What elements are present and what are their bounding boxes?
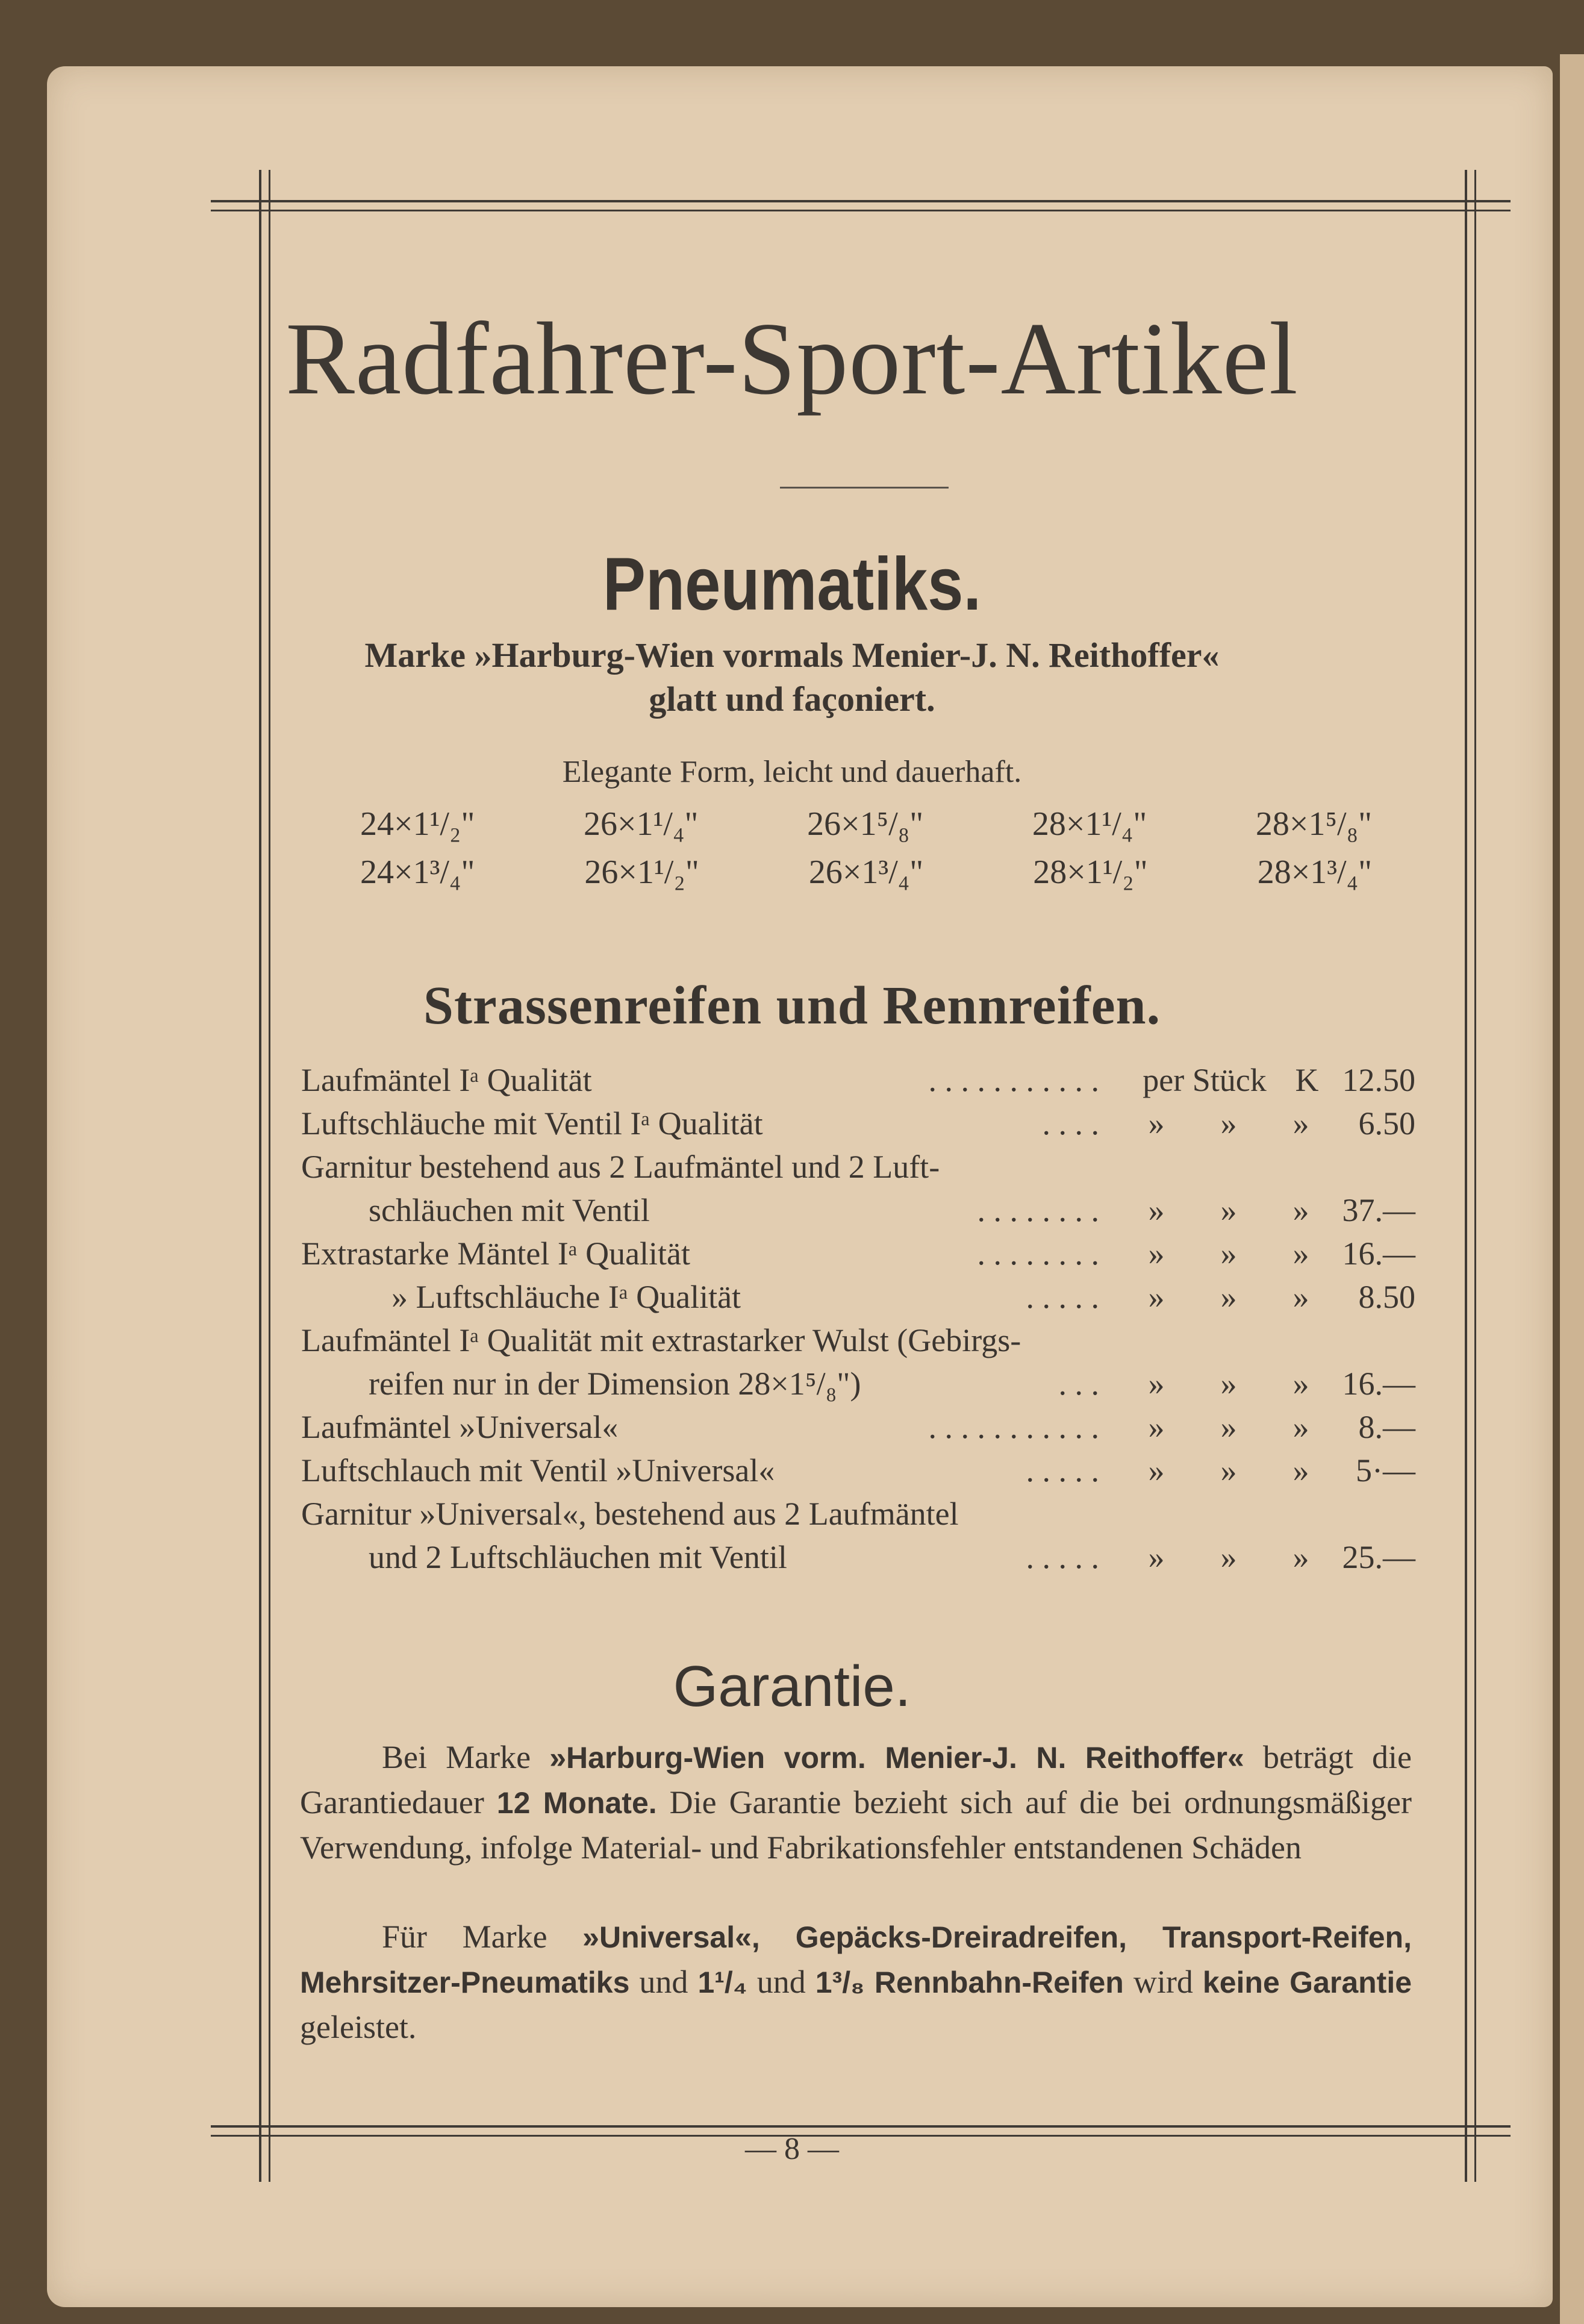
leader-dots: . . . . . — [1026, 1279, 1099, 1315]
price-row — [301, 1148, 1421, 1192]
garantie-paragraph-1 — [300, 1735, 1412, 1870]
ditto-mark: » — [1148, 1192, 1165, 1228]
price-list — [301, 1061, 1421, 1582]
ditto-mark: » — [1220, 1366, 1237, 1402]
size-item: 26×1¹/₂" — [584, 854, 699, 891]
title-separator — [780, 487, 949, 489]
garantie-heading: Garantie. — [673, 1654, 911, 1719]
price-row — [301, 1235, 1421, 1278]
leader-dots: . . . . . . . . — [977, 1192, 1099, 1228]
pneumatiks-tagline: Elegante Form, leicht und dauerhaft. — [562, 755, 1022, 789]
ditto-mark: » — [1292, 1409, 1309, 1445]
garantie-text: und — [629, 1964, 698, 2000]
size-item: 26×1⁵/₈" — [807, 805, 924, 843]
size-item: 28×1³/₄" — [1257, 854, 1372, 891]
pneumatiks-heading: Pneumatiks. — [602, 543, 982, 626]
size-item: 26×1³/₄" — [808, 854, 924, 891]
ditto-mark: » — [1148, 1105, 1165, 1142]
price-value: 6.50 — [1358, 1105, 1415, 1142]
price-row — [301, 1538, 1421, 1582]
price-row — [301, 1452, 1421, 1495]
price-description: Luftschlauch mit Ventil »Universal« — [301, 1452, 775, 1488]
ditto-mark: » — [1292, 1279, 1309, 1315]
price-description: Extrastarke Mäntel Iᵃ Qualität — [301, 1235, 691, 1272]
leader-dots: . . . . . — [1026, 1539, 1099, 1575]
price-row — [301, 1495, 1421, 1538]
price-value: 8.— — [1358, 1409, 1415, 1445]
price-description: Garnitur »Universal«, bestehend aus 2 Laufmäntel — [301, 1496, 959, 1532]
price-value: 12.50 — [1342, 1062, 1415, 1098]
leader-dots: . . . — [1058, 1366, 1099, 1402]
price-row — [301, 1192, 1421, 1235]
garantie-keine: keine Garantie — [1202, 1966, 1412, 1999]
garantie-text: und — [747, 1964, 815, 2000]
frame-right-line-outer — [1465, 170, 1467, 2182]
brand-line-1: Marke »Harburg-Wien vormals Menier-J. N. Reithoffer« — [364, 636, 1220, 675]
ditto-mark: » — [1148, 1235, 1165, 1272]
price-value: 16.— — [1342, 1366, 1415, 1402]
garantie-products: »Universal«, Gepäcks-Dreiradreifen, Transport-Reifen, Mehrsitzer-Pneumatiks — [300, 1920, 1412, 1999]
price-row — [301, 1365, 1421, 1408]
garantie-paragraph-2 — [300, 1914, 1412, 2049]
pneumatiks-brand — [0, 634, 1584, 721]
garantie-text: Die Garantie bezieht sich auf die bei ordnungsmäßiger Verwendung, infolge Material- und Fabrikationsfehler entstandenen Schäden — [300, 1784, 1412, 1866]
ditto-mark: » — [1292, 1366, 1309, 1402]
size-item: 28×1¹/₂" — [1033, 854, 1148, 891]
garantie-text: Für Marke — [382, 1919, 583, 1955]
frame-top-line-outer — [211, 200, 1511, 202]
price-row — [301, 1061, 1421, 1105]
size-item: 24×1¹/₂" — [360, 805, 475, 843]
ditto-mark: » — [1220, 1409, 1237, 1445]
size-item: 28×1⁵/₈" — [1255, 805, 1372, 843]
size-row-1 — [360, 805, 1372, 843]
price-description: Garnitur bestehend aus 2 Laufmäntel und 2 Luft- — [301, 1149, 940, 1185]
currency-label: K — [1295, 1062, 1319, 1098]
ditto-mark: » — [1148, 1539, 1165, 1575]
garantie-duration: 12 Monate. — [496, 1786, 657, 1820]
ditto-mark: » — [1220, 1452, 1237, 1488]
size-item: 24×1³/₄" — [360, 854, 475, 891]
garantie-rennbahn: 1³/₈ Rennbahn-Reifen — [815, 1966, 1124, 1999]
brand-line-2: glatt und façoniert. — [649, 679, 935, 719]
garantie-text: geleistet. — [300, 2009, 417, 2045]
price-value: 25.— — [1342, 1539, 1415, 1575]
price-description: schläuchen mit Ventil — [369, 1192, 650, 1228]
garantie-size: 1¹/₄ — [697, 1966, 747, 1999]
page-title: Radfahrer-Sport-Artikel — [285, 302, 1299, 416]
price-row — [301, 1105, 1421, 1148]
price-description: Laufmäntel Iᵃ Qualität — [301, 1062, 592, 1098]
garantie-text: Bei Marke — [382, 1739, 550, 1775]
ditto-mark: » — [1292, 1192, 1309, 1228]
size-item: 28×1¹/₄" — [1032, 805, 1147, 843]
page-number: — 8 — — [745, 2132, 839, 2166]
ditto-mark: » — [1292, 1539, 1309, 1575]
price-row — [301, 1278, 1421, 1322]
leader-dots: . . . . . . . . . . . — [928, 1062, 1099, 1098]
ditto-mark: » — [1220, 1192, 1237, 1228]
frame-right-line-inner — [1474, 170, 1476, 2182]
reifen-heading: Strassenreifen und Rennreifen. — [423, 976, 1161, 1035]
ditto-mark: » — [1220, 1539, 1237, 1575]
price-description: reifen nur in der Dimension 28×1⁵/₈") — [369, 1366, 861, 1402]
price-description: » Luftschläuche Iᵃ Qualität — [391, 1279, 741, 1315]
leader-dots: . . . . . . . . — [977, 1235, 1099, 1272]
ditto-mark: » — [1148, 1409, 1165, 1445]
price-description: Laufmäntel Iᵃ Qualität mit extrastarker Wulst (Gebirgs- — [301, 1322, 1021, 1358]
price-description: und 2 Luftschläuchen mit Ventil — [369, 1539, 787, 1575]
frame-bottom-line-outer — [211, 2125, 1511, 2128]
garantie-text: wird — [1123, 1964, 1203, 2000]
size-item: 26×1¹/₄" — [584, 805, 699, 843]
price-value: 5·— — [1356, 1452, 1415, 1488]
ditto-mark: » — [1148, 1452, 1165, 1488]
price-value: 16.— — [1342, 1235, 1415, 1272]
unit-label: per Stück — [1143, 1062, 1267, 1098]
ditto-mark: » — [1220, 1235, 1237, 1272]
frame-left-line-inner — [269, 170, 270, 2182]
ditto-mark: » — [1220, 1279, 1237, 1315]
ditto-mark: » — [1220, 1105, 1237, 1142]
price-value: 37.— — [1342, 1192, 1415, 1228]
ditto-mark: » — [1148, 1366, 1165, 1402]
price-row — [301, 1408, 1421, 1452]
frame-top-line-inner — [211, 210, 1511, 211]
ditto-mark: » — [1292, 1452, 1309, 1488]
ditto-mark: » — [1292, 1105, 1309, 1142]
garantie-text: beträgt die Garantiedauer — [300, 1739, 1412, 1820]
leader-dots: . . . . . — [1026, 1452, 1099, 1488]
price-description: Luftschläuche mit Ventil Iᵃ Qualität — [301, 1105, 763, 1142]
ditto-mark: » — [1292, 1235, 1309, 1272]
price-value: 8.50 — [1358, 1279, 1415, 1315]
garantie-brand: »Harburg-Wien vorm. Menier-J. N. Reithoffer« — [549, 1741, 1244, 1775]
ditto-mark: » — [1148, 1279, 1165, 1315]
leader-dots: . . . . — [1042, 1105, 1099, 1142]
frame-left-line-outer — [259, 170, 261, 2182]
price-row — [301, 1322, 1421, 1365]
size-row-2 — [360, 853, 1372, 892]
price-description: Laufmäntel »Universal« — [301, 1409, 619, 1445]
leader-dots: . . . . . . . . . . . — [928, 1409, 1099, 1445]
